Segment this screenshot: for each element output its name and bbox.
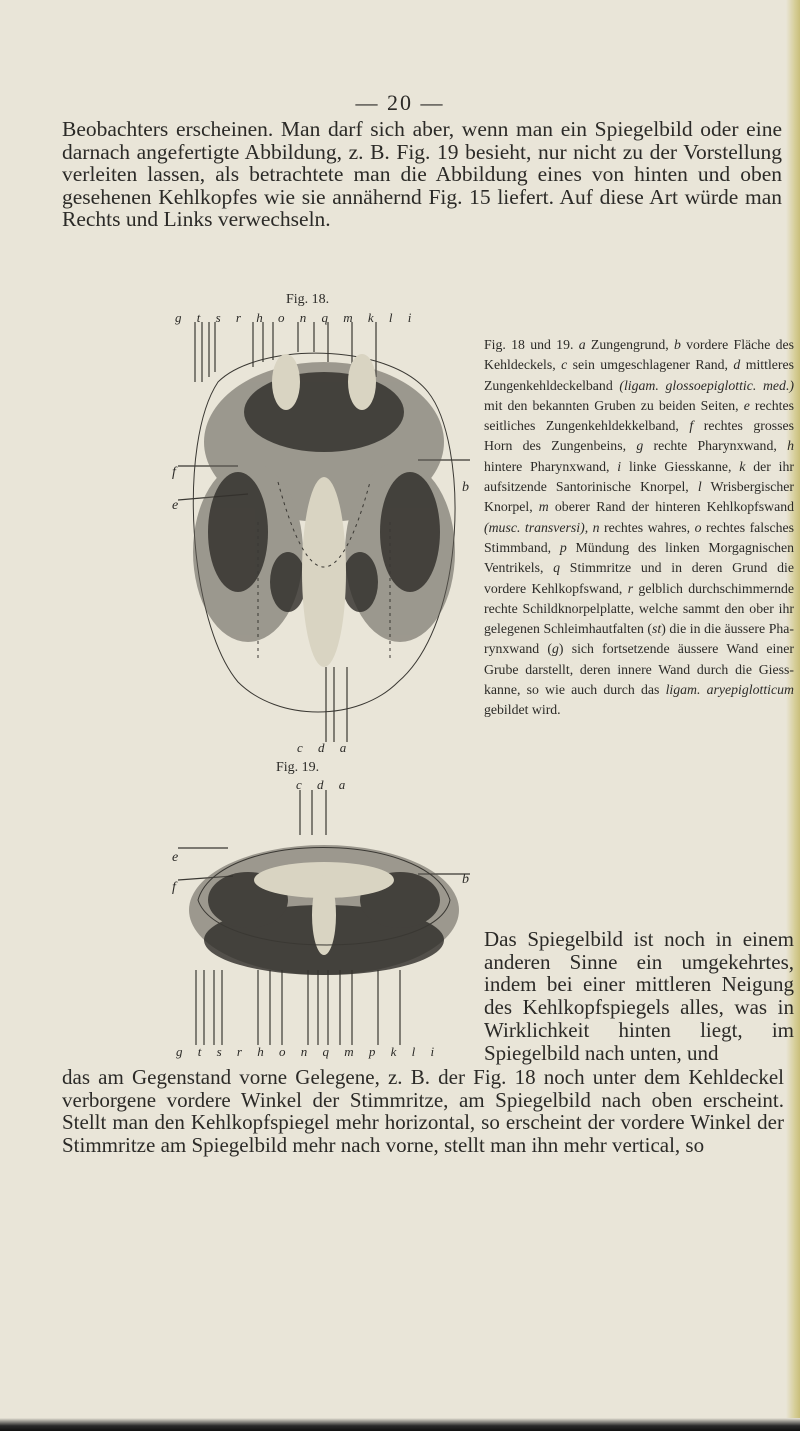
caption-italic-segment: p: [559, 539, 567, 555]
bottom-scan-border: [0, 1418, 800, 1431]
caption-segment: vordere Fläche des Kehldeckels,: [484, 337, 794, 373]
caption-segment: Mündung des linken Morgagnischen Ventrikels,: [484, 539, 794, 576]
caption-italic-segment: g: [636, 438, 644, 454]
caption-segment: gelblich durchschimmernde rechte Schildknorpelplatte, welche sammt den ober ihr gelegenen Schleimhautfalten (: [484, 580, 794, 637]
fig19-label-b: b: [462, 872, 469, 887]
fig19-label-f: f: [172, 880, 176, 895]
caption-segment: oberer Rand der hinteren Kehlkopfswand: [548, 499, 794, 515]
caption-italic-segment: c: [561, 357, 568, 373]
caption-segment: rechtes grosses Horn des Zungenbeins,: [484, 418, 794, 454]
caption-segment: rechtes seitliches Zungenkehldekkelband,: [484, 397, 794, 434]
fig18-label-e: e: [172, 498, 179, 513]
fig18-laryngoscopic-image: [178, 322, 470, 742]
caption-segment: ,: [584, 519, 593, 535]
caption-segment: linke Giesskanne,: [621, 458, 740, 474]
caption-italic-segment: q: [553, 560, 561, 576]
caption-italic-segment: r: [627, 580, 634, 596]
caption-segment: ) die in die äussere Pharynxwand (: [484, 621, 794, 657]
caption-italic-segment: k: [739, 458, 746, 474]
caption-segment: gebildet wird.: [484, 702, 561, 718]
fig18-bottom-letters: c d a: [297, 740, 353, 755]
caption-italic-segment: b: [673, 337, 681, 352]
fig19-label-e: e: [172, 850, 179, 865]
caption-segment: rechte Pharynxwand,: [643, 438, 788, 454]
figure-caption: [484, 335, 794, 721]
intro-text: Beobachters erscheinen. Man darf sich aber, wenn man ein Spiegelbild oder eine darnach angefertigte Abbildung, z. B. Fig. 19 besieht, nur nicht zu der Vorstellung verleiten lassen, als betrachtete man die Abbildung eines von hinten und oben gesehenen Kehlkopfes wie sie annähernd Fig. 15 liefert. Auf diese Art würde man Rechts und Links verwechseln.: [62, 117, 782, 231]
fig18-title: Fig. 18.: [286, 292, 330, 307]
fig19-laryngoscopic-image: [178, 790, 470, 1050]
caption-italic-segment: o: [694, 519, 702, 535]
caption-segment: hintere Pharynxwand,: [484, 458, 618, 474]
caption-italic-segment: e: [743, 397, 750, 413]
caption-italic-segment: (musc. transversi): [484, 519, 585, 535]
caption-text: [484, 335, 794, 721]
caption-segment: Stimmritze und in deren Grund die vordere Kehlkopfswand,: [484, 560, 794, 596]
fig18-label-f: f: [172, 465, 176, 480]
caption-segment: Wrisbergischer Knorpel,: [484, 479, 794, 515]
caption-segment: Fig. 18 und 19.: [484, 337, 579, 352]
caption-italic-segment: d: [733, 357, 741, 373]
caption-segment: mit den bekannten Gruben zu beiden Seiten,: [484, 397, 744, 413]
side-text: Das Spiegelbild ist noch in einem anderen Sinne ein umgekehrtes, indem bei einer mittleren Neigung des Kehlkopfspiegels alles, was in Wirklichkeit hinten liegt, im Spiegelbild nach unten, und: [484, 927, 794, 1065]
fig19-top-letters: c d a: [296, 777, 352, 792]
fig19-title: Fig. 19.: [276, 760, 320, 775]
caption-segment: sein umgeschlagener Rand,: [567, 357, 734, 373]
caption-italic-segment: g: [552, 641, 559, 657]
fig18-label-b: b: [462, 480, 469, 495]
closing-paragraph: [62, 1066, 784, 1156]
fig19-bottom-letters: g t s r h o n q m p k l i: [176, 1044, 441, 1059]
caption-italic-segment: h: [787, 438, 794, 454]
caption-segment: der ihr aufsitzende Santorinische Knorpel,: [484, 458, 794, 495]
caption-segment: Zungengrund,: [585, 337, 674, 352]
caption-segment: ) sich fortsetzende äussere Wand einer Grube darstellt, deren innere Wand durch die Giesskanne, so wie auch durch das: [484, 641, 795, 698]
caption-italic-segment: st: [652, 621, 662, 637]
closing-text: das am Gegenstand vorne Gelegene, z. B. der Fig. 18 noch unter dem Kehldeckel verborgene vordere Winkel der Stimmritze, am Spiegelbild nach oben erscheint. Stellt man den Kehlkopfspiegel mehr horizontal, so erscheint der vordere Winkel der Stimmritze am Spiegelbild mehr nach vorne, stellt man ihn mehr vertical, so: [62, 1065, 784, 1157]
caption-italic-segment: f: [689, 418, 694, 434]
caption-segment: rechtes falsches Stimmband,: [484, 519, 795, 555]
intro-paragraph: [62, 118, 782, 231]
fig18-top-letters: g t s r h o n q m k l i: [175, 310, 418, 325]
side-paragraph: [484, 928, 794, 1064]
caption-italic-segment: n: [592, 519, 600, 535]
caption-segment: rechtes wahres,: [599, 519, 695, 535]
caption-italic-segment: (ligam. glossoepiglottic. med.): [619, 377, 794, 393]
caption-italic-segment: m: [538, 499, 549, 515]
caption-italic-segment: a: [578, 337, 586, 352]
caption-italic-segment: ligam. aryepiglotticum: [665, 682, 794, 698]
caption-italic-segment: l: [697, 479, 702, 495]
page-number: — 20 —: [355, 90, 445, 115]
caption-italic-segment: i: [617, 458, 622, 474]
caption-segment: mittleres Zungenkehldeckelband: [484, 357, 794, 393]
